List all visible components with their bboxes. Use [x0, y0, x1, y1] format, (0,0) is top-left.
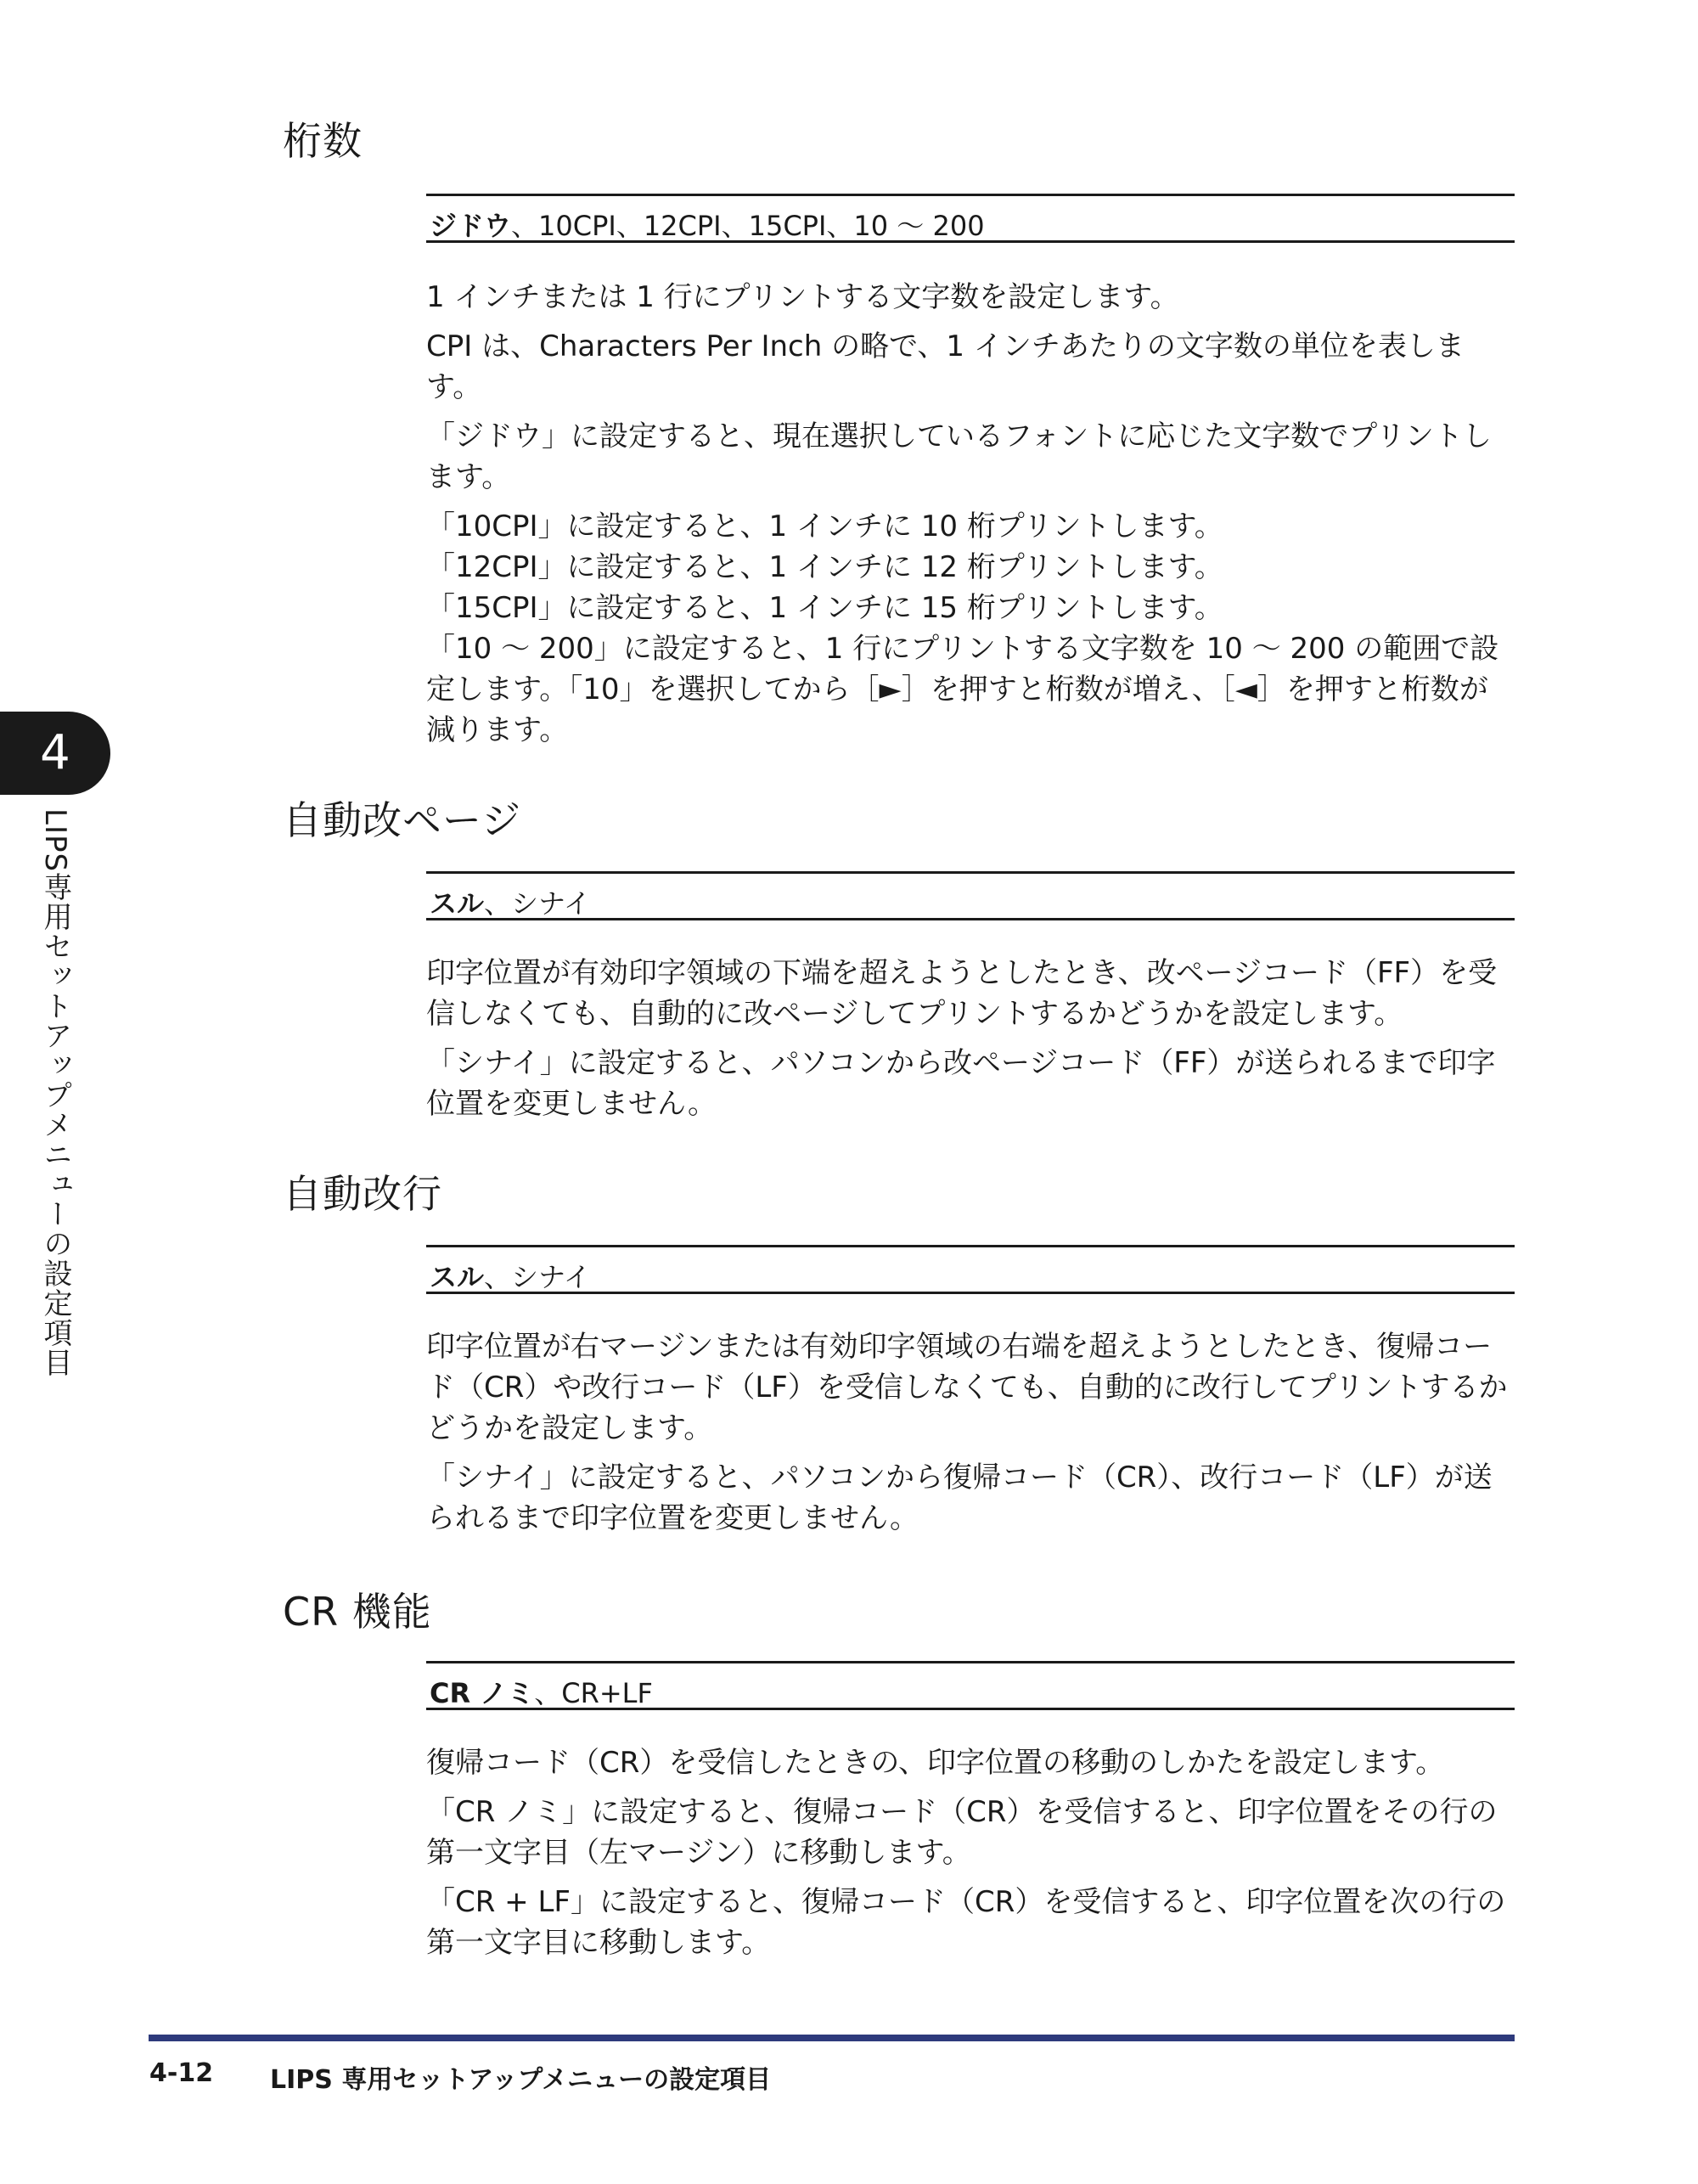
options-text — [430, 1256, 591, 1295]
other-options: 、10CPI、12CPI、15CPI、10 ～ 200 — [511, 210, 985, 242]
options-box — [426, 1661, 1515, 1710]
default-option: スル — [430, 1261, 485, 1293]
chapter-side-title: LIPS専用セットアップメニューの設定項目 — [38, 808, 72, 1378]
footer-title: LIPS 専用セットアップメニューの設定項目 — [270, 2065, 772, 2095]
paragraph: 1 インチまたは 1 行にプリントする文字数を設定します。 — [426, 280, 1179, 314]
section-title: 桁数 — [283, 118, 363, 164]
options-text — [430, 1672, 653, 1711]
paragraph: 「CR ノミ」に設定すると、復帰コード（CR）を受信すると、印字位置をその行の第一文字目（左マージン）に移動します。 — [426, 1795, 1498, 1870]
paragraph: 「10 ～ 200」に設定すると、1 行にプリントする文字数を 10 ～ 200 の範囲で設定します。「10」を選択してから［►］を押すと桁数が増え、［◄］を押すと桁数が減ります。 — [426, 632, 1499, 747]
paragraph: 「12CPI」に設定すると、1 インチに 12 桁プリントします。 — [426, 550, 1223, 584]
page-number: 4-12 — [149, 2058, 214, 2088]
options-box — [426, 871, 1515, 920]
paragraph: 「ジドウ」に設定すると、現在選択しているフォントに応じた文字数でプリントします。 — [426, 419, 1492, 494]
paragraph: 印字位置が右マージンまたは有効印字領域の右端を超えようとしたとき、復帰コード（CR）や改行コード（LF）を受信しなくても、自動的に改行してプリントするかどうかを設定します。 — [426, 1330, 1508, 1445]
paragraph: 「シナイ」に設定すると、パソコンから改ページコード（FF）が送られるまで印字位置を変更しません。 — [426, 1046, 1496, 1121]
options-text — [430, 205, 985, 244]
paragraph: 「15CPI」に設定すると、1 インチに 15 桁プリントします。 — [426, 591, 1223, 625]
options-text — [430, 882, 591, 921]
other-options: 、シナイ — [484, 1261, 591, 1293]
section-title: 自動改ページ — [283, 797, 522, 843]
default-option: CR ノミ — [430, 1677, 535, 1709]
default-option: ジドウ — [430, 210, 512, 242]
footer-rule — [149, 2035, 1515, 2041]
paragraph: 復帰コード（CR）を受信したときの、印字位置の移動のしかたを設定します。 — [426, 1746, 1445, 1780]
default-option: スル — [430, 887, 485, 920]
section-body — [426, 953, 1515, 1133]
section-title: CR 機能 — [283, 1589, 432, 1635]
options-box — [426, 194, 1515, 243]
paragraph: 印字位置が有効印字領域の下端を超えようとしたとき、改ページコード（FF）を受信しなくても、自動的に改ページしてプリントするかどうかを設定します。 — [426, 956, 1498, 1031]
section-title: 自動改行 — [283, 1171, 442, 1217]
chapter-number: 4 — [40, 725, 70, 780]
paragraph: 「10CPI」に設定すると、1 インチに 10 桁プリントします。 — [426, 509, 1223, 543]
options-box — [426, 1245, 1515, 1294]
paragraph: 「CR + LF」に設定すると、復帰コード（CR）を受信すると、印字位置を次の行の第一文字目に移動します。 — [426, 1885, 1506, 1960]
other-options: 、シナイ — [484, 887, 591, 920]
section-body — [426, 1326, 1515, 1547]
paragraph: 「シナイ」に設定すると、パソコンから復帰コード（CR）、改行コード（LF）が送られるまで印字位置を変更しません。 — [426, 1461, 1493, 1535]
other-options: 、CR+LF — [534, 1677, 653, 1709]
section-body — [426, 277, 1515, 751]
paragraph: CPI は、Characters Per Inch の略で、1 インチあたりの文字数の単位を表します。 — [426, 329, 1465, 404]
section-body — [426, 1742, 1515, 1972]
